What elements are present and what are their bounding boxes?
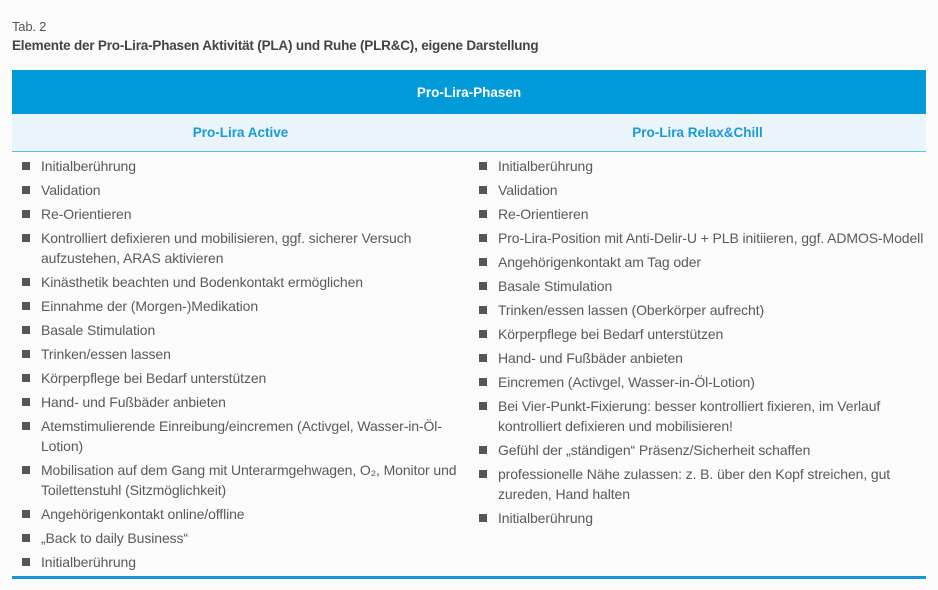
list-item bbox=[479, 180, 926, 200]
square-bullet-icon bbox=[22, 510, 30, 518]
list-item-text: Körperpflege bei Bedarf unterstützen bbox=[41, 370, 267, 386]
square-bullet-icon bbox=[479, 258, 487, 266]
square-bullet-icon bbox=[22, 162, 30, 170]
list-item-text: Hand- und Fußbäder anbieten bbox=[41, 394, 226, 410]
list-item bbox=[479, 348, 926, 368]
square-bullet-icon bbox=[22, 422, 30, 430]
list-item bbox=[479, 276, 926, 296]
list-item-text: Eincremen (Activgel, Wasser-in-Öl-Lotion) bbox=[498, 374, 755, 390]
table-body bbox=[12, 152, 926, 579]
list-item-text: Körperpflege bei Bedarf unterstützen bbox=[498, 326, 724, 342]
list-item bbox=[22, 296, 469, 316]
square-bullet-icon bbox=[479, 306, 487, 314]
list-item bbox=[22, 228, 469, 268]
list-item bbox=[479, 252, 926, 272]
square-bullet-icon bbox=[479, 378, 487, 386]
list-item-text: Einnahme der (Morgen-)Medikation bbox=[41, 298, 259, 314]
square-bullet-icon bbox=[479, 330, 487, 338]
square-bullet-icon bbox=[22, 534, 30, 542]
list-item bbox=[22, 272, 469, 292]
square-bullet-icon bbox=[22, 326, 30, 334]
list-item bbox=[479, 440, 926, 460]
square-bullet-icon bbox=[479, 234, 487, 242]
list-item bbox=[479, 508, 926, 528]
list-item-text: „Back to daily Business“ bbox=[41, 530, 188, 546]
list-item bbox=[479, 396, 926, 436]
list-item-text: Initialberührung bbox=[498, 510, 593, 526]
square-bullet-icon bbox=[22, 302, 30, 310]
list-item-text: Initialberührung bbox=[41, 158, 136, 174]
list-item-text: Validation bbox=[41, 182, 101, 198]
square-bullet-icon bbox=[479, 446, 487, 454]
list-item-text: Gefühl der „ständigen“ Präsenz/Sicherheit schaffen bbox=[498, 442, 811, 458]
list-item-text: Initialberührung bbox=[41, 554, 136, 570]
list-item bbox=[22, 180, 469, 200]
column-active bbox=[12, 152, 469, 576]
phases-table bbox=[12, 70, 926, 579]
square-bullet-icon bbox=[22, 350, 30, 358]
square-bullet-icon bbox=[479, 210, 487, 218]
list-item-text: Angehörigenkontakt am Tag oder bbox=[498, 254, 701, 270]
list-item-text: Mobilisation auf dem Gang mit Unterarmgehwagen, O₂, Monitor und Toilettenstuhl (Sitzmöglichkeit) bbox=[41, 462, 457, 498]
square-bullet-icon bbox=[479, 186, 487, 194]
list-item-text: professionelle Nähe zulassen: z. B. über den Kopf streichen, gut zureden, Hand halten bbox=[498, 466, 891, 502]
column-headers bbox=[12, 114, 926, 152]
list-item bbox=[22, 504, 469, 524]
list-item-text: Hand- und Fußbäder anbieten bbox=[498, 350, 683, 366]
table-header: Pro-Lira-Phasen bbox=[12, 70, 926, 114]
active-list bbox=[22, 156, 469, 572]
list-item-text: Kinästhetik beachten und Bodenkontakt ermöglichen bbox=[41, 274, 363, 290]
list-item-text: Initialberührung bbox=[498, 158, 593, 174]
list-item-text: Basale Stimulation bbox=[498, 278, 613, 294]
column-header-active: Pro-Lira Active bbox=[192, 125, 289, 140]
list-item bbox=[479, 300, 926, 320]
table-title: Elemente der Pro-Lira-Phasen Aktivität (PLA) und Ruhe (PLR&C), eigene Darstellung bbox=[12, 38, 539, 53]
square-bullet-icon bbox=[22, 186, 30, 194]
list-item-text: Re-Orientieren bbox=[41, 206, 132, 222]
square-bullet-icon bbox=[22, 278, 30, 286]
square-bullet-icon bbox=[479, 354, 487, 362]
list-item bbox=[22, 528, 469, 548]
square-bullet-icon bbox=[22, 398, 30, 406]
list-item bbox=[22, 416, 469, 456]
square-bullet-icon bbox=[22, 558, 30, 566]
list-item-text: Angehörigenkontakt online/offline bbox=[41, 506, 245, 522]
square-bullet-icon bbox=[479, 402, 487, 410]
list-item-text: Trinken/essen lassen (Oberkörper aufrecht) bbox=[498, 302, 765, 318]
list-item-text: Re-Orientieren bbox=[498, 206, 589, 222]
column-header-relax: Pro-Lira Relax&Chill bbox=[632, 125, 763, 140]
relax-list bbox=[479, 156, 926, 528]
table-number: Tab. 2 bbox=[12, 19, 47, 34]
list-item bbox=[22, 156, 469, 176]
list-item bbox=[479, 156, 926, 176]
list-item-text: Basale Stimulation bbox=[41, 322, 156, 338]
list-item bbox=[22, 204, 469, 224]
list-item bbox=[479, 324, 926, 344]
list-item bbox=[479, 228, 926, 248]
list-item bbox=[22, 368, 469, 388]
list-item-text: Trinken/essen lassen bbox=[41, 346, 171, 362]
list-item bbox=[22, 552, 469, 572]
list-item-text: Atemstimulierende Einreibung/eincremen (Activgel, Wasser-in-Öl-Lotion) bbox=[41, 418, 442, 454]
list-item-text: Bei Vier-Punkt-Fixierung: besser kontrolliert fixieren, im Verlauf kontrolliert defixieren und mobilisieren! bbox=[498, 398, 881, 434]
list-item-text: Pro-Lira-Position mit Anti-Delir-U + PLB initiieren, ggf. ADMOS-Modell bbox=[498, 230, 924, 246]
square-bullet-icon bbox=[22, 466, 30, 474]
list-item bbox=[479, 372, 926, 392]
square-bullet-icon bbox=[22, 234, 30, 242]
list-item bbox=[479, 464, 926, 504]
list-item-text: Kontrolliert defixieren und mobilisieren, ggf. sicherer Versuch aufzustehen, ARAS aktivieren bbox=[41, 230, 412, 266]
list-item bbox=[479, 204, 926, 224]
list-item bbox=[22, 344, 469, 364]
column-relax bbox=[469, 152, 926, 576]
square-bullet-icon bbox=[479, 470, 487, 478]
list-item-text: Validation bbox=[498, 182, 558, 198]
square-bullet-icon bbox=[22, 374, 30, 382]
list-item bbox=[22, 460, 469, 500]
square-bullet-icon bbox=[479, 514, 487, 522]
square-bullet-icon bbox=[479, 162, 487, 170]
list-item bbox=[22, 320, 469, 340]
square-bullet-icon bbox=[479, 282, 487, 290]
list-item bbox=[22, 392, 469, 412]
square-bullet-icon bbox=[22, 210, 30, 218]
